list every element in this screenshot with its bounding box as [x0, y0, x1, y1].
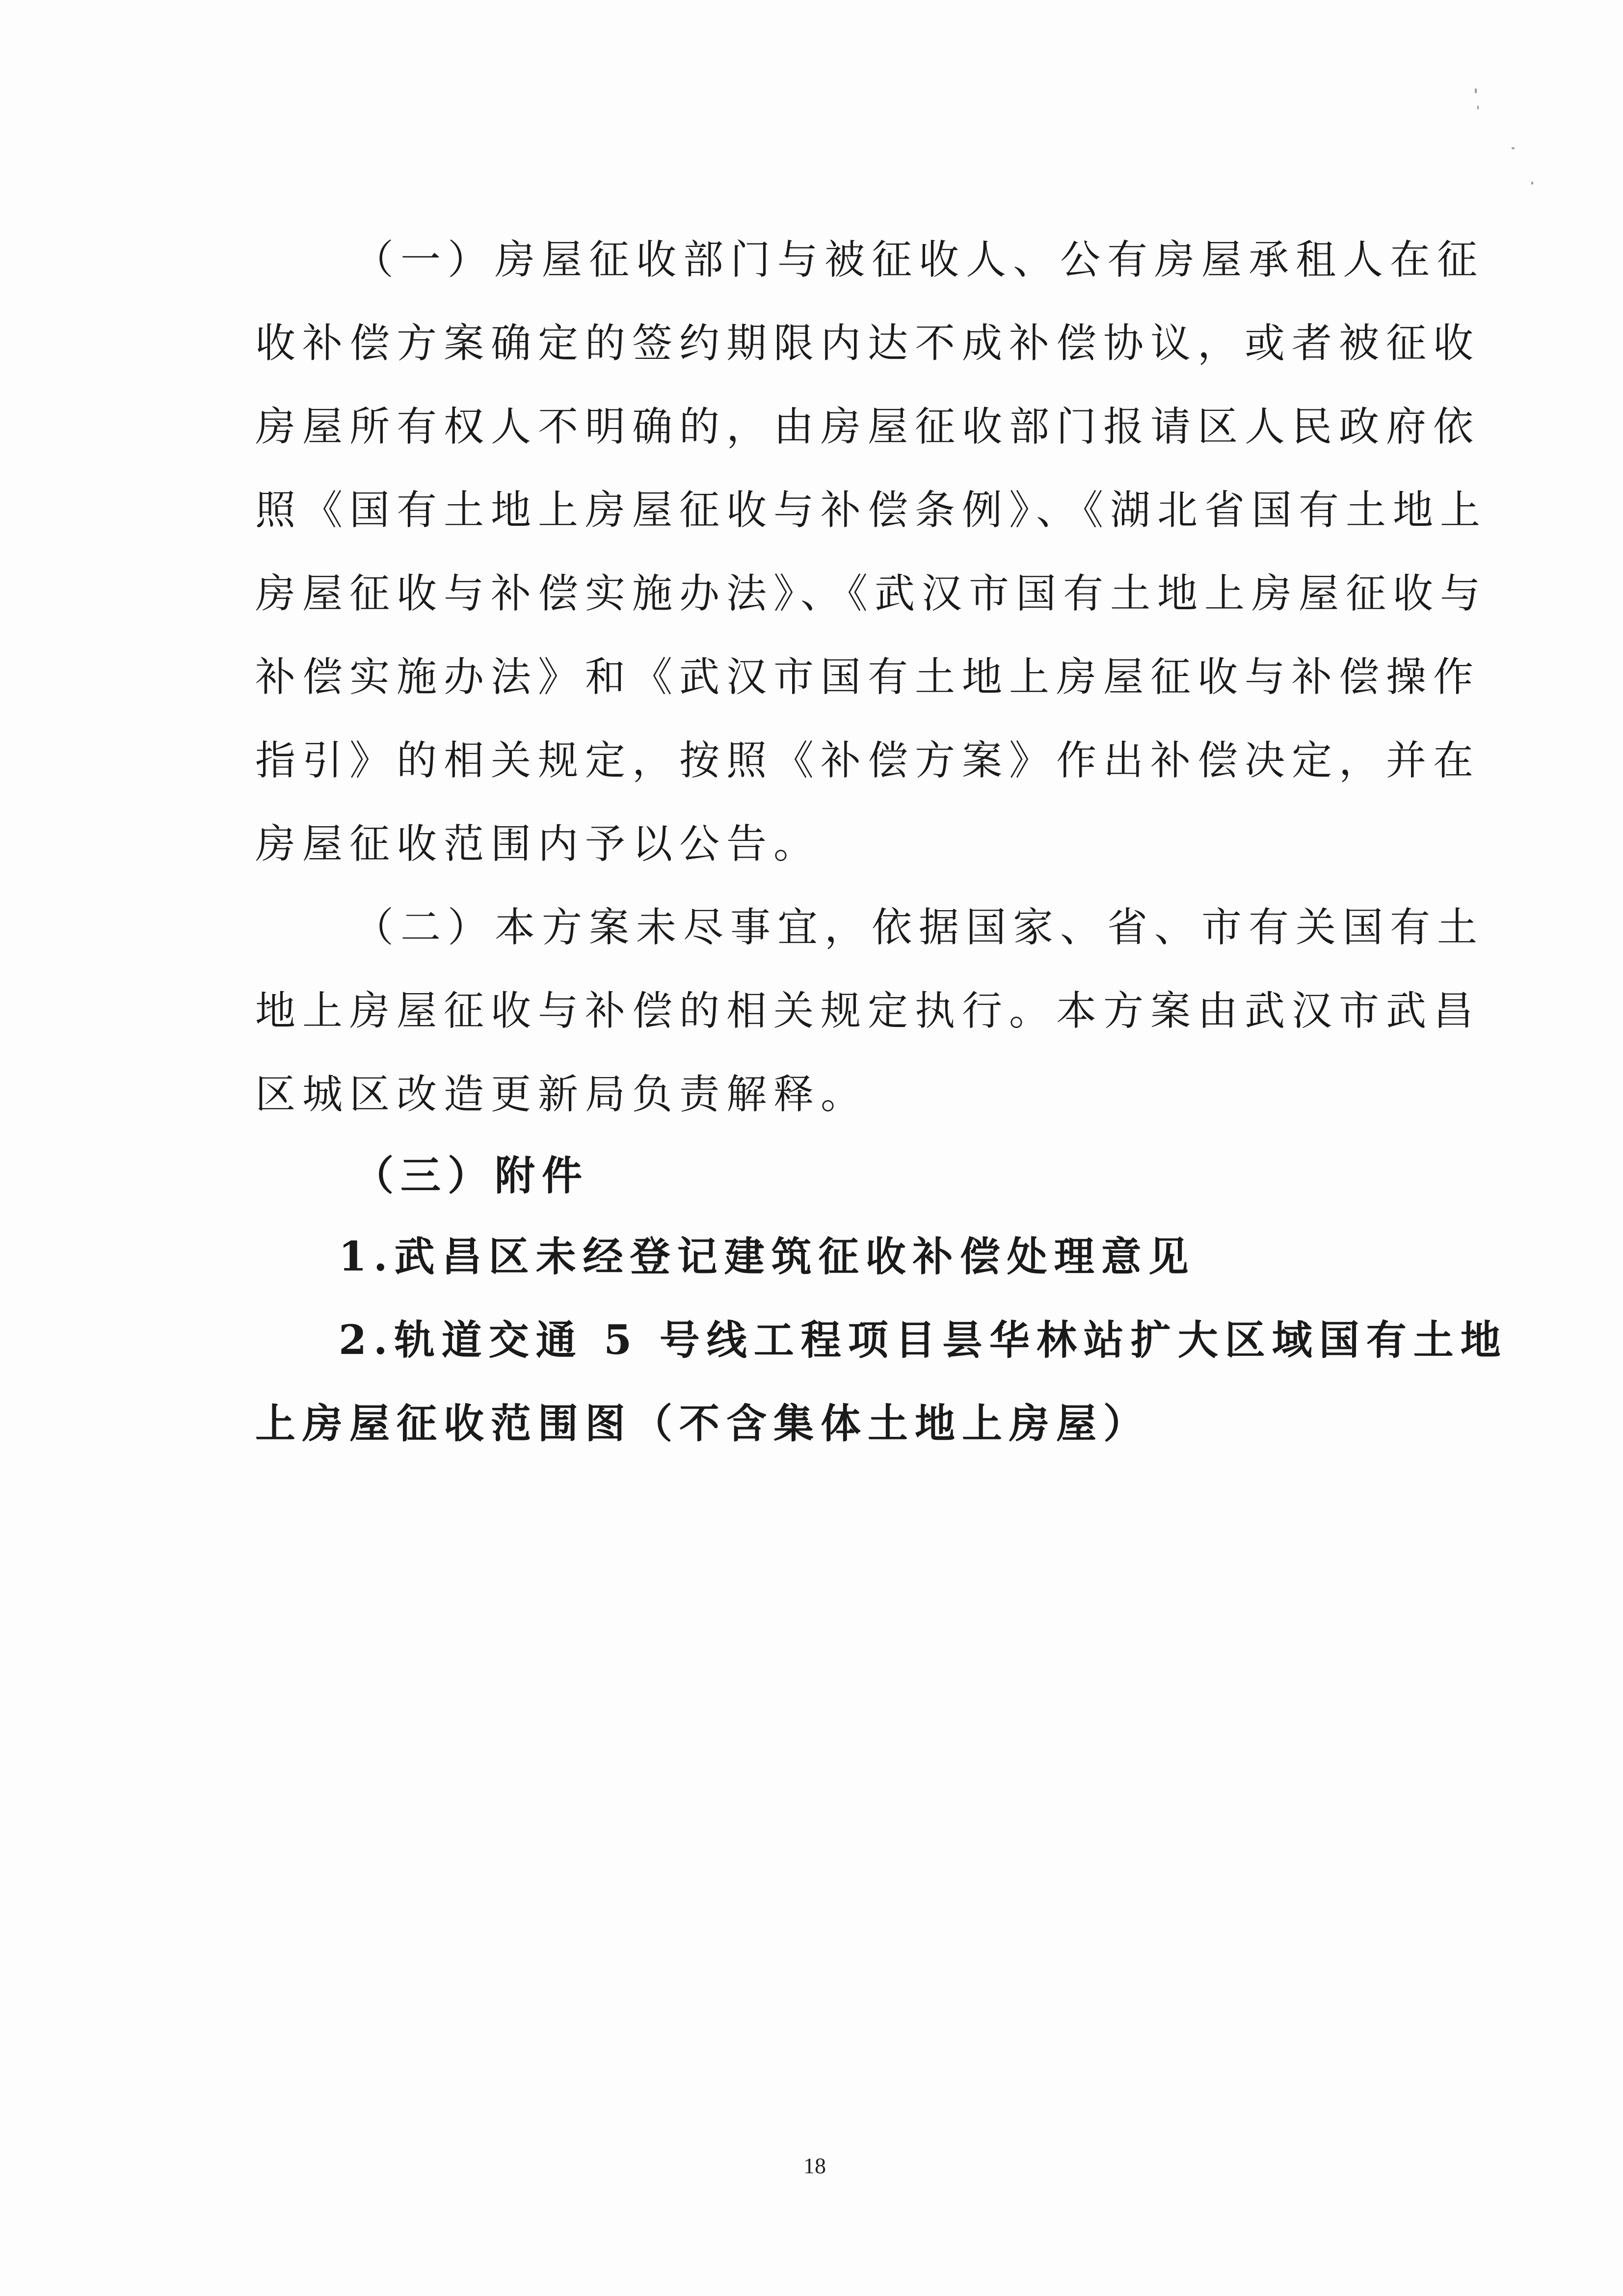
paragraph-2-line-2: 地上房屋征收与补偿的相关规定执行。本方案由武汉市武昌 — [255, 988, 1481, 1034]
paragraph-2-line-1: （二）本方案未尽事宜，依据国家、省、市有关国有土 — [353, 904, 1485, 951]
paragraph-1-line-4: 照《国有土地上房屋征收与补偿条例》、《湖北省国有土地上 — [255, 487, 1488, 534]
paragraph-1-line-6: 补偿实施办法》和《武汉市国有土地上房屋征收与补偿操作 — [255, 654, 1481, 701]
paragraph-1-line-1: （一）房屋征收部门与被征收人、公有房屋承租人在征 — [353, 237, 1485, 283]
page-number: 18 — [803, 2153, 826, 2178]
paragraph-2-line-3: 区城区改造更新局负责解释。 — [255, 1071, 868, 1118]
paragraph-1-line-7: 指引》的相关规定，按照《补偿方案》作出补偿决定，并在 — [255, 737, 1481, 784]
scan-speck — [1531, 182, 1533, 185]
paragraph-1-line-8: 房屋征收范围内予以公告。 — [255, 821, 821, 867]
scan-speck — [1512, 147, 1515, 149]
paragraph-1-line-3: 房屋所有权人不明确的，由房屋征收部门报请区人民政府依 — [255, 404, 1481, 450]
attachment-item-2-line-2: 上房屋征收范围图（不含集体土地上房屋） — [255, 1400, 1151, 1447]
paragraph-1-line-2: 收补偿方案确定的签约期限内达不成补偿协议，或者被征收 — [255, 320, 1481, 367]
scan-speck — [1475, 88, 1477, 93]
attachment-item-1: 1.武昌区未经登记建筑征收补偿处理意见 — [339, 1233, 1196, 1280]
attachments-heading: （三）附件 — [353, 1152, 589, 1199]
paragraph-1-line-5: 房屋征收与补偿实施办法》、《武汉市国有土地上房屋征收与 — [255, 570, 1488, 617]
scan-speck — [1477, 106, 1479, 109]
attachment-item-2-line-1: 2.轨道交通 5 号线工程项目昙华林站扩大区域国有土地 — [339, 1317, 1508, 1364]
